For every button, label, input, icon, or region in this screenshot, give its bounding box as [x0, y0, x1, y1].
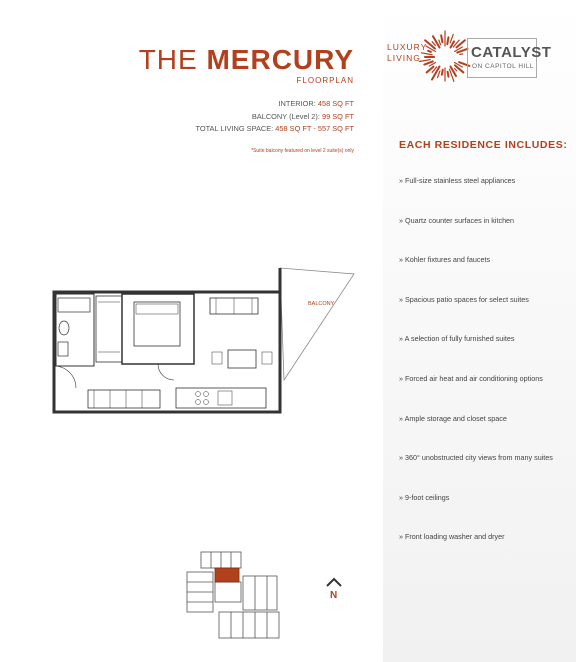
burst-ray: [448, 72, 449, 77]
bathroom: [56, 294, 94, 366]
includes-heading: EACH RESIDENCE INCLUDES:: [399, 139, 568, 151]
burst-ray: [421, 53, 432, 55]
burst-ray: [437, 71, 439, 78]
north-label: N: [330, 590, 338, 600]
burst-ray: [441, 35, 442, 42]
sink: [58, 342, 68, 356]
specs-block: [195, 98, 354, 136]
features-list: [399, 176, 553, 572]
dining-table: [228, 350, 256, 368]
north-arrow-icon: [324, 576, 344, 600]
bed: [134, 302, 180, 346]
burst-ray: [419, 60, 430, 62]
balcony-label: BALCONY: [308, 301, 335, 307]
bathtub: [58, 298, 90, 312]
burst-ray: [424, 61, 432, 64]
spec-interior: INTERIOR: 458 SQ FT: [278, 99, 354, 108]
list-item: » Ample storage and closet space: [399, 413, 507, 423]
floorplan-drawing: [50, 262, 362, 422]
burst-ray: [455, 68, 457, 70]
burst-ray: [433, 36, 440, 47]
spec-balcony: BALCONY (Level 2): 99 SQ FT: [251, 111, 354, 121]
balcony-outline: [280, 268, 354, 380]
hall-closet: [88, 390, 160, 408]
burst-ray: [447, 37, 448, 44]
bedroom-wall: [122, 294, 194, 364]
title-bold: MERCURY: [206, 44, 354, 75]
list-item: » 360° unobstructed city views from many suites: [399, 453, 553, 463]
list-item: » 9-foot ceilings: [399, 492, 450, 502]
logo-tagline: LUXURY LIVING: [387, 42, 428, 63]
bedroom-door: [158, 364, 174, 380]
list-item: » A selection of fully furnished suites: [399, 334, 515, 344]
title-light: THE: [138, 44, 207, 75]
list-item: » Forced air heat and air conditioning options: [399, 373, 543, 383]
key-plan: [183, 550, 289, 640]
balcony-note: *Suite balcony featured on level 2 suite(s) only: [251, 148, 354, 154]
page-subtitle: FLOORPLAN: [296, 76, 354, 85]
burst-ray: [425, 40, 435, 48]
logo-brand: CATALYST: [471, 44, 552, 61]
burst-ray: [442, 70, 443, 75]
toilet: [59, 321, 69, 335]
unit-highlight: [215, 568, 239, 582]
list-item: » Front loading washer and dryer: [399, 532, 505, 542]
burst-ray: [460, 54, 463, 55]
burst-ray: [428, 51, 431, 52]
list-item: » Full-size stainless steel appliances: [399, 176, 516, 185]
spec-total: TOTAL LIVING SPACE: 458 SQ FT - 557 SQ FT: [195, 124, 354, 133]
burst-ray: [439, 40, 441, 45]
entry-door: [54, 366, 76, 388]
list-item: » Quartz counter surfaces in kitchen: [399, 215, 515, 225]
page-title: [139, 44, 354, 76]
burst-ray: [432, 42, 435, 46]
starburst-icon: [417, 30, 473, 84]
list-item: » Kohler fixtures and faucets: [399, 255, 491, 265]
catalyst-logo: [381, 30, 552, 84]
list-item: » Spacious patio spaces for select suites: [399, 294, 529, 304]
logo-location: ON CAPITOL HILL: [472, 63, 535, 70]
